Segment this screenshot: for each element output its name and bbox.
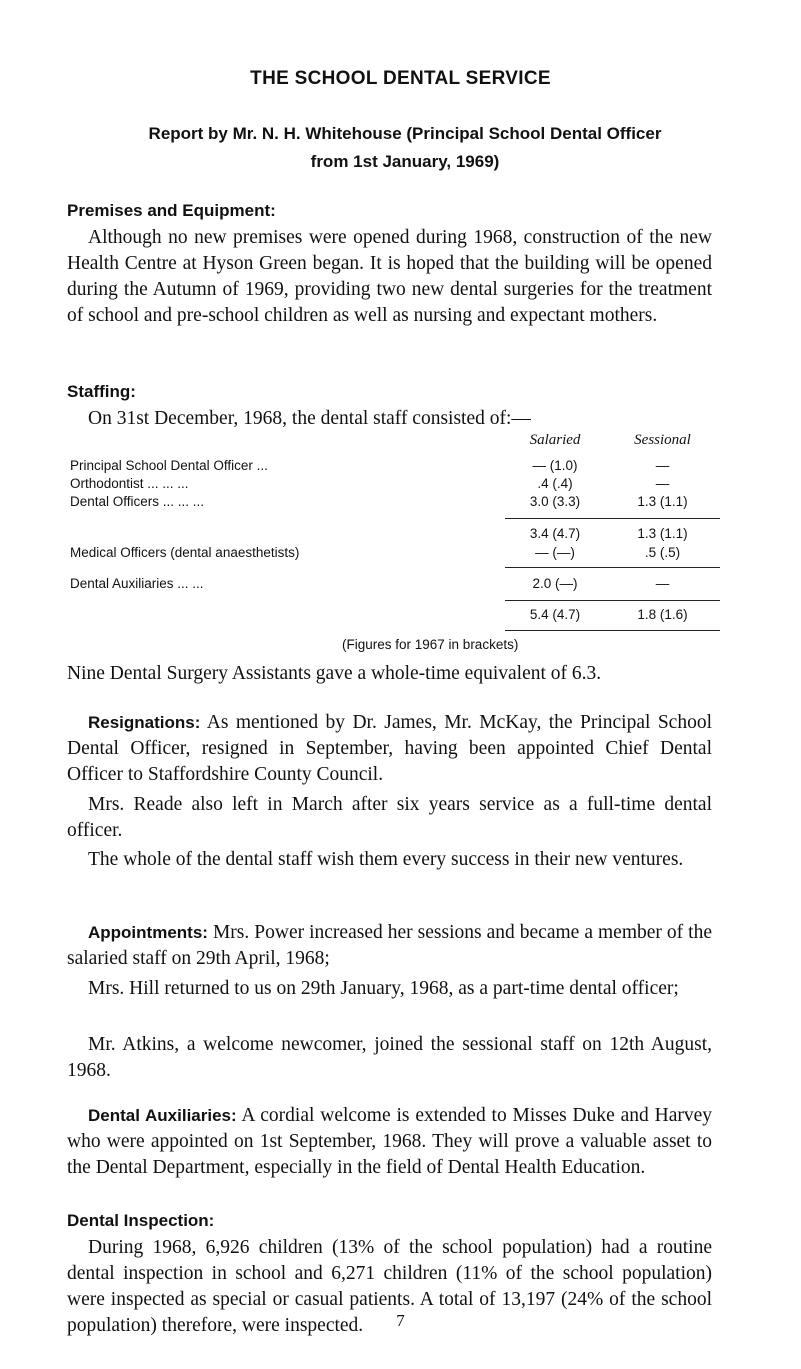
row-auxiliaries-salaried: 2.0 (—)	[532, 576, 578, 591]
row-orthodontist-sessional: —	[655, 476, 670, 491]
assistants-paragraph: Nine Dental Surgery Assistants gave a whole-time equivalent of 6.3.	[67, 663, 602, 684]
auxiliaries-text: A cordial welcome is extended to Misses Duke and Harvey who were appointed on 1st September, 1968. They will prove a valuable asset to the Dental Department, especially in the field of Dental Health Education.	[67, 1105, 713, 1178]
staffing-heading: Staffing:	[67, 382, 136, 401]
row-principal-sessional: —	[655, 458, 670, 473]
row-label-dental-officers: Dental Officers ... ... ...	[70, 494, 205, 509]
total-sessional: 1.8 (1.6)	[637, 607, 688, 622]
premises-heading: Premises and Equipment:	[67, 201, 276, 220]
table-rule-1	[505, 518, 720, 519]
table-rule-3	[505, 600, 720, 601]
inspection-heading: Dental Inspection:	[67, 1211, 215, 1230]
row-label-auxiliaries: Dental Auxiliaries ... ...	[70, 576, 204, 591]
subtitle-line-1: Report by Mr. N. H. Whitehouse (Principal School Dental Officer	[148, 124, 662, 143]
table-rule-2	[505, 567, 720, 568]
figures-note: (Figures for 1967 in brackets)	[342, 637, 519, 652]
subtotal-sessional: 1.3 (1.1)	[637, 526, 688, 541]
resignations-paragraph	[67, 710, 712, 788]
appointments-lead: Appointments:	[88, 923, 208, 942]
total-salaried: 5.4 (4.7)	[529, 607, 581, 622]
row-label-medical-officers: Medical Officers (dental anaesthetists)	[70, 545, 300, 560]
appointments-paragraph-2: Mrs. Hill returned to us on 29th January, 1968, as a part-time dental officer;	[88, 978, 679, 999]
row-label-principal: Principal School Dental Officer ...	[70, 458, 268, 473]
row-medical-salaried: — (—)	[535, 545, 575, 560]
row-orthodontist-salaried: .4 (.4)	[537, 476, 573, 491]
auxiliaries-lead: Dental Auxiliaries:	[88, 1106, 237, 1125]
auxiliaries-paragraph	[67, 1103, 712, 1181]
subtitle-line-2: from 1st January, 1969)	[310, 152, 500, 171]
appointments-paragraph	[67, 920, 712, 972]
appointments-text: Mrs. Power increased her sessions and became a member of the salaried staff on 29th April, 1968;	[67, 922, 712, 969]
appointments-paragraph-3: Mr. Atkins, a welcome newcomer, joined the sessional staff on 12th August, 1968.	[67, 1034, 712, 1081]
row-principal-salaried: — (1.0)	[532, 458, 578, 473]
col-header-sessional: Sessional	[634, 432, 691, 448]
col-header-salaried: Salaried	[529, 432, 581, 448]
table-rule-4	[505, 630, 720, 631]
staffing-intro: On 31st December, 1968, the dental staff consisted of:—	[88, 408, 531, 429]
report-subtitle	[60, 120, 750, 176]
subtotal-salaried: 3.4 (4.7)	[529, 526, 581, 541]
page-number: 7	[396, 1311, 405, 1330]
resignations-lead: Resignations:	[88, 713, 201, 732]
page-title: THE SCHOOL DENTAL SERVICE	[250, 68, 551, 89]
row-label-orthodontist: Orthodontist ... ... ...	[70, 476, 189, 491]
row-dental-officers-salaried: 3.0 (3.3)	[529, 494, 581, 509]
resignations-paragraph-2: Mrs. Reade also left in March after six years service as a full-time dental officer.	[67, 794, 712, 841]
premises-paragraph: Although no new premises were opened during 1968, construction of the new Health Centre at Hyson Green began. It is hoped that the building will be opened during the Autumn of 1969, providing two new dental surgeries for the treatment of school and pre-school children as well as nursing and expectant mothers.	[67, 227, 712, 326]
row-dental-officers-sessional: 1.3 (1.1)	[637, 494, 688, 509]
inspection-paragraph: During 1968, 6,926 children (13% of the school population) had a routine dental inspection in school and 6,271 children (11% of the school population) were inspected as special or casual patients. A total of 13,197 (24% of the school population) therefore, were inspected.	[67, 1237, 712, 1336]
resignations-text: As mentioned by Dr. James, Mr. McKay, the Principal School Dental Officer, resigned in September, having been appointed Chief Dental Officer to Staffordshire County Council.	[67, 712, 712, 785]
row-auxiliaries-sessional: —	[655, 576, 670, 591]
resignations-paragraph-3: The whole of the dental staff wish them every success in their new ventures.	[88, 849, 684, 870]
row-medical-sessional: .5 (.5)	[644, 545, 681, 560]
